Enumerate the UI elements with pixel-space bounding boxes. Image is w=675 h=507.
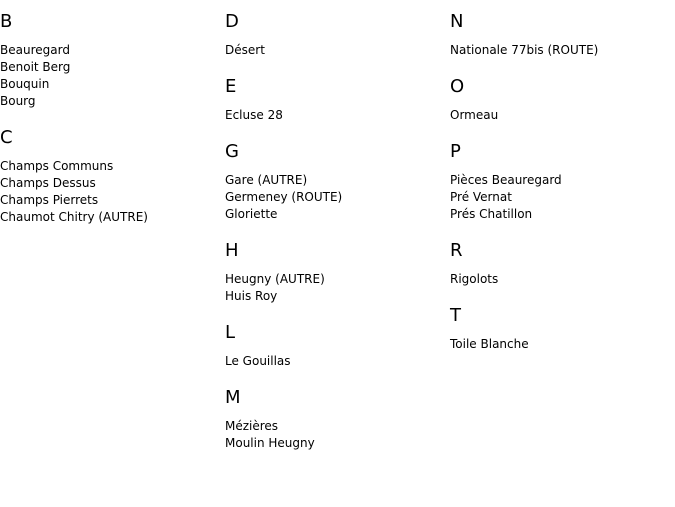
list-item — [0, 42, 225, 59]
place-link[interactable]: Ecluse 28 — [225, 108, 283, 122]
letter-heading: L — [225, 322, 236, 343]
list-item — [225, 42, 450, 59]
letter-group-t — [450, 305, 675, 353]
letter-group-n — [450, 11, 675, 59]
place-link[interactable]: Bouquin — [0, 77, 50, 91]
letter-heading: G — [225, 141, 239, 162]
list-item — [450, 42, 675, 59]
place-list — [225, 271, 450, 305]
letter-heading: N — [450, 11, 464, 32]
list-item — [225, 288, 450, 305]
letter-heading: B — [0, 11, 13, 32]
list-item — [225, 107, 450, 124]
index-column-1 — [0, 11, 225, 243]
place-link[interactable]: Germeney (ROUTE) — [225, 190, 343, 204]
letter-group-g — [225, 141, 450, 223]
place-link[interactable]: Beauregard — [0, 43, 70, 57]
place-link[interactable]: Rigolots — [450, 272, 499, 286]
list-item — [225, 353, 450, 370]
place-link[interactable]: Le Gouillas — [225, 354, 291, 368]
letter-heading: D — [225, 11, 239, 32]
place-link[interactable]: Pièces Beauregard — [450, 173, 562, 187]
place-list — [225, 418, 450, 452]
letter-heading: M — [225, 387, 241, 408]
place-list — [225, 353, 450, 370]
place-link[interactable]: Désert — [225, 43, 265, 57]
list-item — [450, 336, 675, 353]
place-link[interactable]: Moulin Heugny — [225, 436, 315, 450]
place-link[interactable]: Huis Roy — [225, 289, 278, 303]
list-item — [0, 93, 225, 110]
place-link[interactable]: Gloriette — [225, 207, 278, 221]
list-item — [450, 107, 675, 124]
list-item — [450, 172, 675, 189]
place-link[interactable]: Chaumot Chitry (AUTRE) — [0, 210, 148, 224]
list-item — [0, 175, 225, 192]
place-link[interactable]: Mézières — [225, 419, 279, 433]
place-link[interactable]: Toile Blanche — [450, 337, 529, 351]
list-item — [450, 271, 675, 288]
list-item — [225, 435, 450, 452]
letter-group-h — [225, 240, 450, 305]
place-list — [0, 42, 225, 110]
place-link[interactable]: Champs Pierrets — [0, 193, 99, 207]
list-item — [225, 189, 450, 206]
place-list — [450, 336, 675, 353]
list-item — [225, 271, 450, 288]
letter-group-c — [0, 127, 225, 226]
list-item — [0, 192, 225, 209]
letter-group-p — [450, 141, 675, 223]
index-column-2 — [225, 11, 450, 469]
place-list — [0, 158, 225, 226]
place-link[interactable]: Heugny (AUTRE) — [225, 272, 325, 286]
letter-heading: P — [450, 141, 461, 162]
list-item — [225, 206, 450, 223]
letter-heading: E — [225, 76, 237, 97]
place-link[interactable]: Ormeau — [450, 108, 499, 122]
list-item — [450, 189, 675, 206]
letter-group-d — [225, 11, 450, 59]
letter-group-e — [225, 76, 450, 124]
place-list — [225, 172, 450, 223]
letter-heading: C — [0, 127, 13, 148]
place-list — [450, 107, 675, 124]
letter-group-r — [450, 240, 675, 288]
letter-group-m — [225, 387, 450, 452]
letter-group-b — [0, 11, 225, 110]
place-list — [450, 271, 675, 288]
letter-heading: H — [225, 240, 239, 261]
list-item — [0, 209, 225, 226]
place-link[interactable]: Prés Chatillon — [450, 207, 533, 221]
place-list — [225, 42, 450, 59]
place-link[interactable]: Nationale 77bis (ROUTE) — [450, 43, 599, 57]
list-item — [0, 76, 225, 93]
list-item — [225, 172, 450, 189]
place-link[interactable]: Bourg — [0, 94, 36, 108]
place-link[interactable]: Gare (AUTRE) — [225, 173, 308, 187]
place-list — [225, 107, 450, 124]
list-item — [0, 158, 225, 175]
place-link[interactable]: Benoit Berg — [0, 60, 71, 74]
letter-heading: T — [450, 305, 461, 326]
place-link[interactable]: Champs Dessus — [0, 176, 96, 190]
letter-heading: R — [450, 240, 463, 261]
index-column-3 — [450, 11, 675, 370]
list-item — [225, 418, 450, 435]
place-link[interactable]: Champs Communs — [0, 159, 114, 173]
letter-group-l — [225, 322, 450, 370]
list-item — [0, 59, 225, 76]
place-list — [450, 172, 675, 223]
place-link[interactable]: Pré Vernat — [450, 190, 512, 204]
list-item — [450, 206, 675, 223]
letter-heading: O — [450, 76, 465, 97]
place-list — [450, 42, 675, 59]
letter-group-o — [450, 76, 675, 124]
